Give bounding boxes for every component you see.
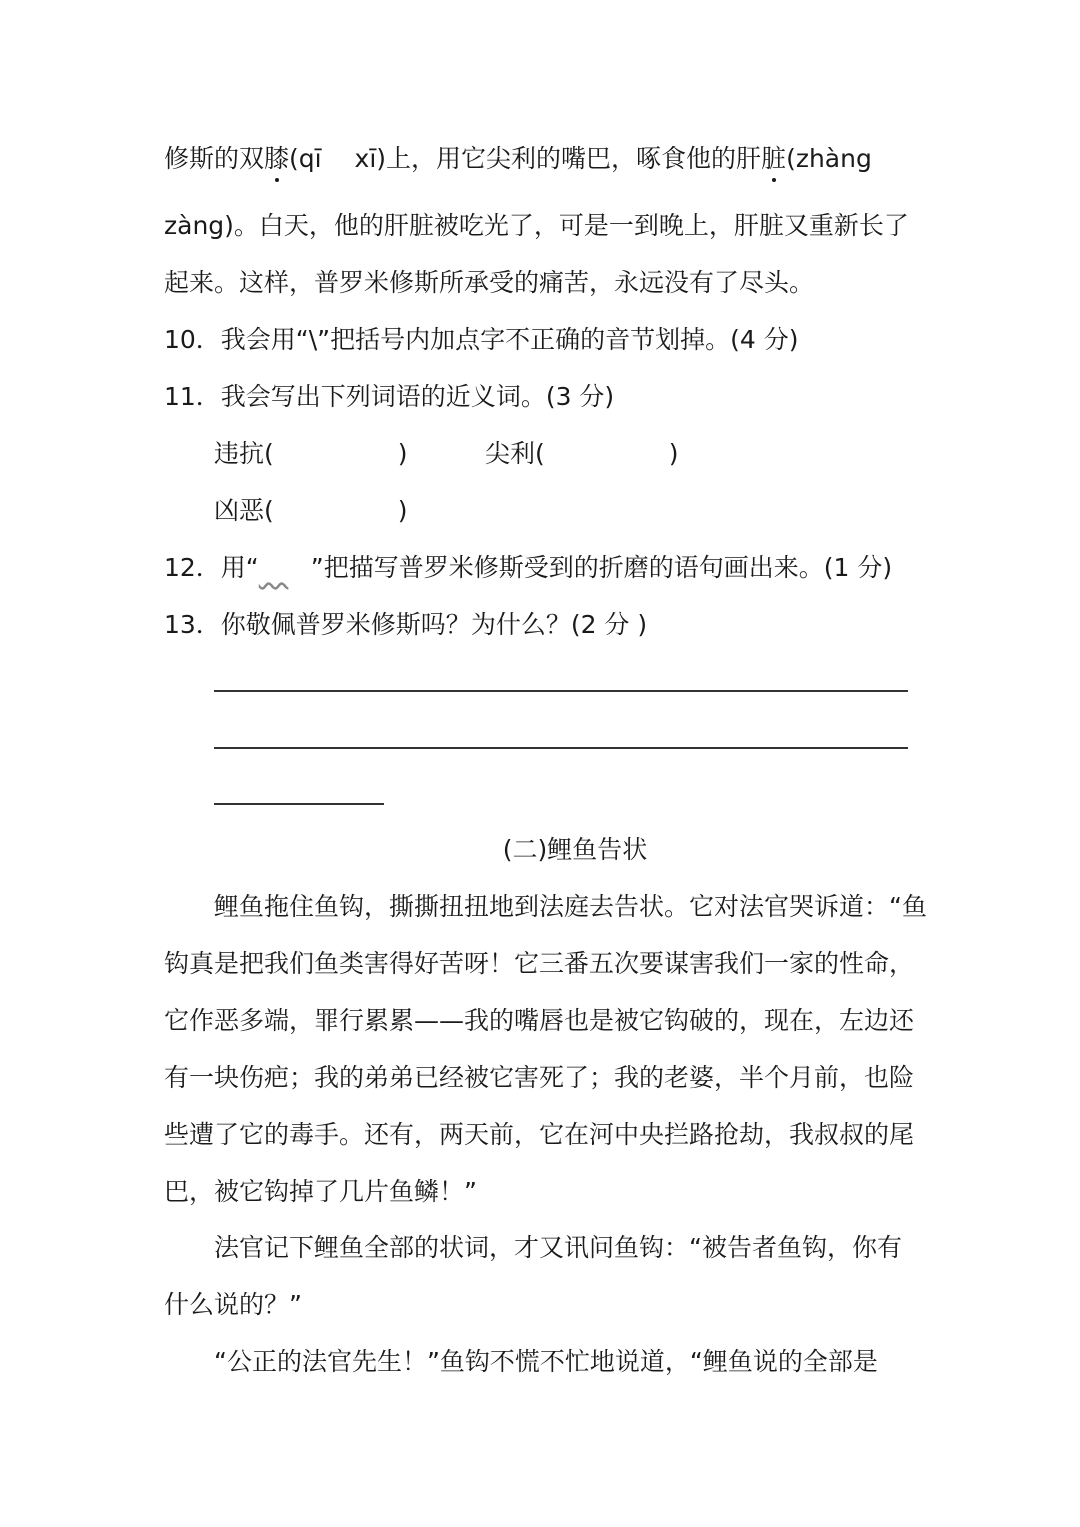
story-title: (二)鲤鱼告状 bbox=[502, 835, 648, 864]
story-line: 有一块伤疤；我的弟弟已经被它害死了；我的老婆，半个月前，也险 bbox=[164, 1063, 915, 1092]
story-line: 钩真是把我们鱼类害得好苦呀！它三番五次要谋害我们一家的性命， bbox=[164, 949, 915, 978]
story-line: 什么说的？” bbox=[164, 1290, 302, 1319]
text-segment: (zhàng bbox=[786, 144, 872, 173]
text-segment: (qī xī)上，用它尖利的嘴巴，啄食他的肝 bbox=[289, 144, 762, 173]
dotted-character: 膝 bbox=[264, 142, 289, 176]
text-segment: 12．用“ bbox=[164, 553, 259, 582]
synonym-row-2 bbox=[214, 494, 408, 528]
paren-close: ) bbox=[397, 496, 408, 525]
story-line: 些遭了它的毒手。还有，两天前，它在河中央拦路抢劫，我叔叔的尾 bbox=[164, 1120, 915, 1149]
answer-line-1[interactable] bbox=[214, 690, 908, 692]
question-11: 11．我会写出下列词语的近义词。(3 分) bbox=[164, 382, 615, 411]
word-fierce: 凶恶( bbox=[214, 496, 274, 525]
paren-close: ) bbox=[397, 439, 408, 468]
story-line: “公正的法官先生！”鱼钩不慌不忙地说道，“鲤鱼说的全部是 bbox=[214, 1347, 878, 1376]
synonym-row-1b bbox=[485, 437, 679, 471]
question-10: 10．我会用“\”把括号内加点字不正确的音节划掉。(4 分) bbox=[164, 325, 799, 354]
answer-line-3[interactable] bbox=[214, 803, 384, 805]
word-violate: 违抗( bbox=[214, 439, 274, 468]
story-line: 巴，被它钩掉了几片鱼鳞！” bbox=[164, 1177, 477, 1206]
paren-close: ) bbox=[668, 439, 679, 468]
story-line: 它作恶多端，罪行累累——我的嘴唇也是被它钩破的，现在，左边还 bbox=[164, 1006, 915, 1035]
story-line: 法官记下鲤鱼全部的状词，才又讯问鱼钩：“被告者鱼钩，你有 bbox=[214, 1233, 902, 1262]
synonym-row-1 bbox=[214, 437, 408, 471]
passage-line-3: 起来。这样，普罗米修斯所承受的痛苦，永远没有了尽头。 bbox=[164, 268, 815, 297]
answer-line-2[interactable] bbox=[214, 747, 908, 749]
wavy-underline-mark bbox=[259, 551, 311, 571]
dotted-character: 脏 bbox=[761, 142, 786, 176]
question-13: 13．你敬佩普罗米修斯吗？为什么？(2 分 ) bbox=[164, 610, 648, 639]
text-segment: 修斯的双 bbox=[164, 144, 265, 173]
word-sharp: 尖利( bbox=[485, 439, 545, 468]
question-12 bbox=[164, 551, 892, 585]
passage-line-2: zàng)。白天，他的肝脏被吃光了，可是一到晚上，肝脏又重新长了 bbox=[164, 211, 909, 240]
story-line: 鲤鱼拖住鱼钩，撕撕扭扭地到法庭去告状。它对法官哭诉道：“鱼 bbox=[214, 892, 927, 921]
passage-line-1 bbox=[164, 142, 872, 176]
text-segment: ”把描写普罗米修斯受到的折磨的语句画出来。(1 分) bbox=[310, 553, 893, 582]
